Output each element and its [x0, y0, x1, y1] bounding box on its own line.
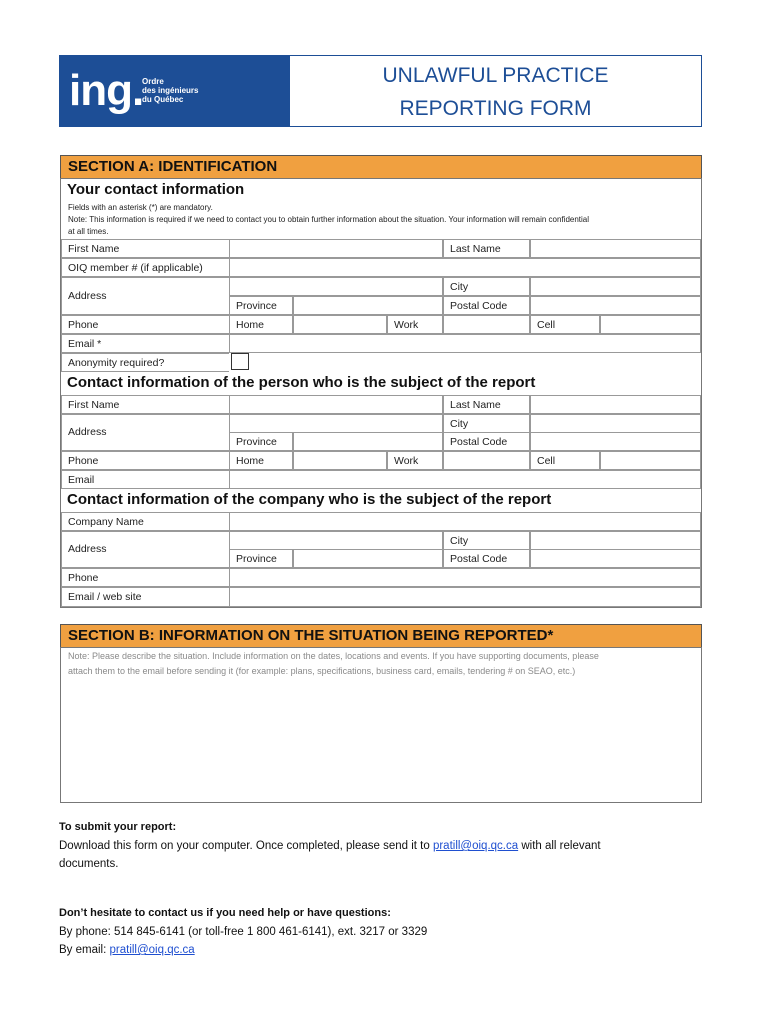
person-cell-label: Cell: [530, 451, 600, 470]
company-postal-code-label: Postal Code: [443, 549, 530, 568]
form-title: [289, 55, 702, 127]
logo-wordmark: ing.: [69, 66, 144, 115]
confidential-note-cont: at all times.: [68, 227, 109, 236]
logo-line-3: du Québec: [142, 95, 184, 104]
company-phone-label: Phone: [61, 568, 229, 587]
person-phone-label: Phone: [61, 451, 229, 470]
submit-heading: To submit your report:: [59, 821, 177, 833]
mandatory-note: Fields with an asterisk (*) are mandatory.: [68, 203, 213, 212]
person-home-label: Home: [229, 451, 293, 470]
person-last-name-field[interactable]: [530, 395, 701, 414]
company-email-label: Email / web site: [61, 587, 229, 607]
person-postal-code-field[interactable]: [530, 432, 701, 451]
title-line-1: UNLAWFUL PRACTICE: [382, 64, 609, 87]
subject-person-heading: Contact information of the person who is the subject of the report: [67, 374, 536, 391]
person-email-label: Email: [61, 470, 229, 489]
phone-contact: By phone: 514 845-6141 (or toll-free 1 800 461-6141), ext. 3217 or 3329: [59, 926, 428, 938]
anonymity-label: Anonymity required?: [61, 353, 229, 372]
company-city-label: City: [443, 531, 530, 550]
submit-text-post: with all relevant: [518, 840, 601, 852]
person-first-name-field[interactable]: [229, 395, 443, 414]
person-province-label: Province: [229, 432, 293, 451]
subject-company-heading: Contact information of the company who is the subject of the report: [67, 491, 552, 508]
logo-subtitle: [142, 77, 198, 104]
person-cell-field[interactable]: [600, 451, 701, 470]
province-field[interactable]: [293, 296, 443, 315]
first-name-field[interactable]: [229, 239, 443, 258]
email-contact-label: By email:: [59, 944, 110, 956]
company-province-label: Province: [229, 549, 293, 568]
person-city-field[interactable]: [530, 414, 701, 433]
logo-line-1: Ordre: [142, 77, 164, 86]
section-b-title: SECTION B: INFORMATION ON THE SITUATION BEING REPORTED*: [60, 624, 702, 648]
oiq-logo: [69, 65, 259, 117]
home-phone-field[interactable]: [293, 315, 387, 334]
person-address-field[interactable]: [229, 414, 443, 433]
situation-note-line-1: Note: Please describe the situation. Include information on the dates, locations and events. If you have supporting documents, please: [68, 651, 599, 661]
city-field[interactable]: [530, 277, 701, 296]
help-heading: Don’t hesitate to contact us if you need help or have questions:: [59, 907, 391, 919]
company-province-field[interactable]: [293, 549, 443, 568]
city-label: City: [443, 277, 530, 296]
your-contact-heading: Your contact information: [67, 181, 245, 198]
work-phone-field[interactable]: [443, 315, 530, 334]
anonymity-checkbox[interactable]: [231, 353, 249, 370]
title-line-2: REPORTING FORM: [399, 97, 592, 120]
person-postal-code-label: Postal Code: [443, 432, 530, 451]
logo-line-2: des ingénieurs: [142, 86, 199, 95]
situation-note-line-2: attach them to the email before sending it (for example: plans, specifications, business card, emails, tendering # on SEAO, etc.): [68, 666, 576, 676]
province-label: Province: [229, 296, 293, 315]
last-name-field[interactable]: [530, 239, 701, 258]
email-field[interactable]: [229, 334, 701, 353]
company-phone-field[interactable]: [229, 568, 701, 587]
postal-code-label: Postal Code: [443, 296, 530, 315]
company-name-label: Company Name: [61, 512, 229, 531]
submit-email-link[interactable]: pratill@oiq.qc.ca: [432, 840, 519, 852]
oiq-member-label: OIQ member # (if applicable): [61, 258, 229, 277]
person-email-field[interactable]: [229, 470, 701, 489]
person-address-label: Address: [61, 414, 229, 451]
contact-email-link[interactable]: pratill@oiq.qc.ca: [109, 944, 195, 956]
person-home-field[interactable]: [293, 451, 387, 470]
postal-code-field[interactable]: [530, 296, 701, 315]
email-label: Email *: [61, 334, 229, 353]
address-label: Address: [61, 277, 229, 315]
company-city-field[interactable]: [530, 531, 701, 550]
person-province-field[interactable]: [293, 432, 443, 451]
person-city-label: City: [443, 414, 530, 433]
submit-instructions: [59, 838, 601, 855]
submit-instructions-cont: documents.: [59, 858, 119, 870]
confidential-note: Note: This information is required if we need to contact you to obtain further information about the situation. Your information will remain confidential: [68, 215, 590, 224]
company-address-field[interactable]: [229, 531, 443, 550]
submit-text-pre: Download this form on your computer. Once completed, please send it to: [59, 840, 433, 852]
oiq-member-field[interactable]: [229, 258, 701, 277]
person-first-name-label: First Name: [61, 395, 229, 414]
work-phone-label: Work: [387, 315, 443, 334]
cell-phone-field[interactable]: [600, 315, 701, 334]
last-name-label: Last Name: [443, 239, 530, 258]
person-last-name-label: Last Name: [443, 395, 530, 414]
company-address-label: Address: [61, 531, 229, 568]
first-name-label: First Name: [61, 239, 229, 258]
phone-label: Phone: [61, 315, 229, 334]
address-field[interactable]: [229, 277, 443, 296]
cell-phone-label: Cell: [530, 315, 600, 334]
person-work-field[interactable]: [443, 451, 530, 470]
person-work-label: Work: [387, 451, 443, 470]
section-a-title: SECTION A: IDENTIFICATION: [60, 155, 702, 179]
form-header: [59, 55, 702, 127]
company-email-field[interactable]: [229, 587, 701, 607]
company-name-field[interactable]: [229, 512, 701, 531]
home-phone-label: Home: [229, 315, 293, 334]
email-contact: [59, 942, 195, 959]
company-postal-code-field[interactable]: [530, 549, 701, 568]
situation-note: [68, 649, 698, 679]
